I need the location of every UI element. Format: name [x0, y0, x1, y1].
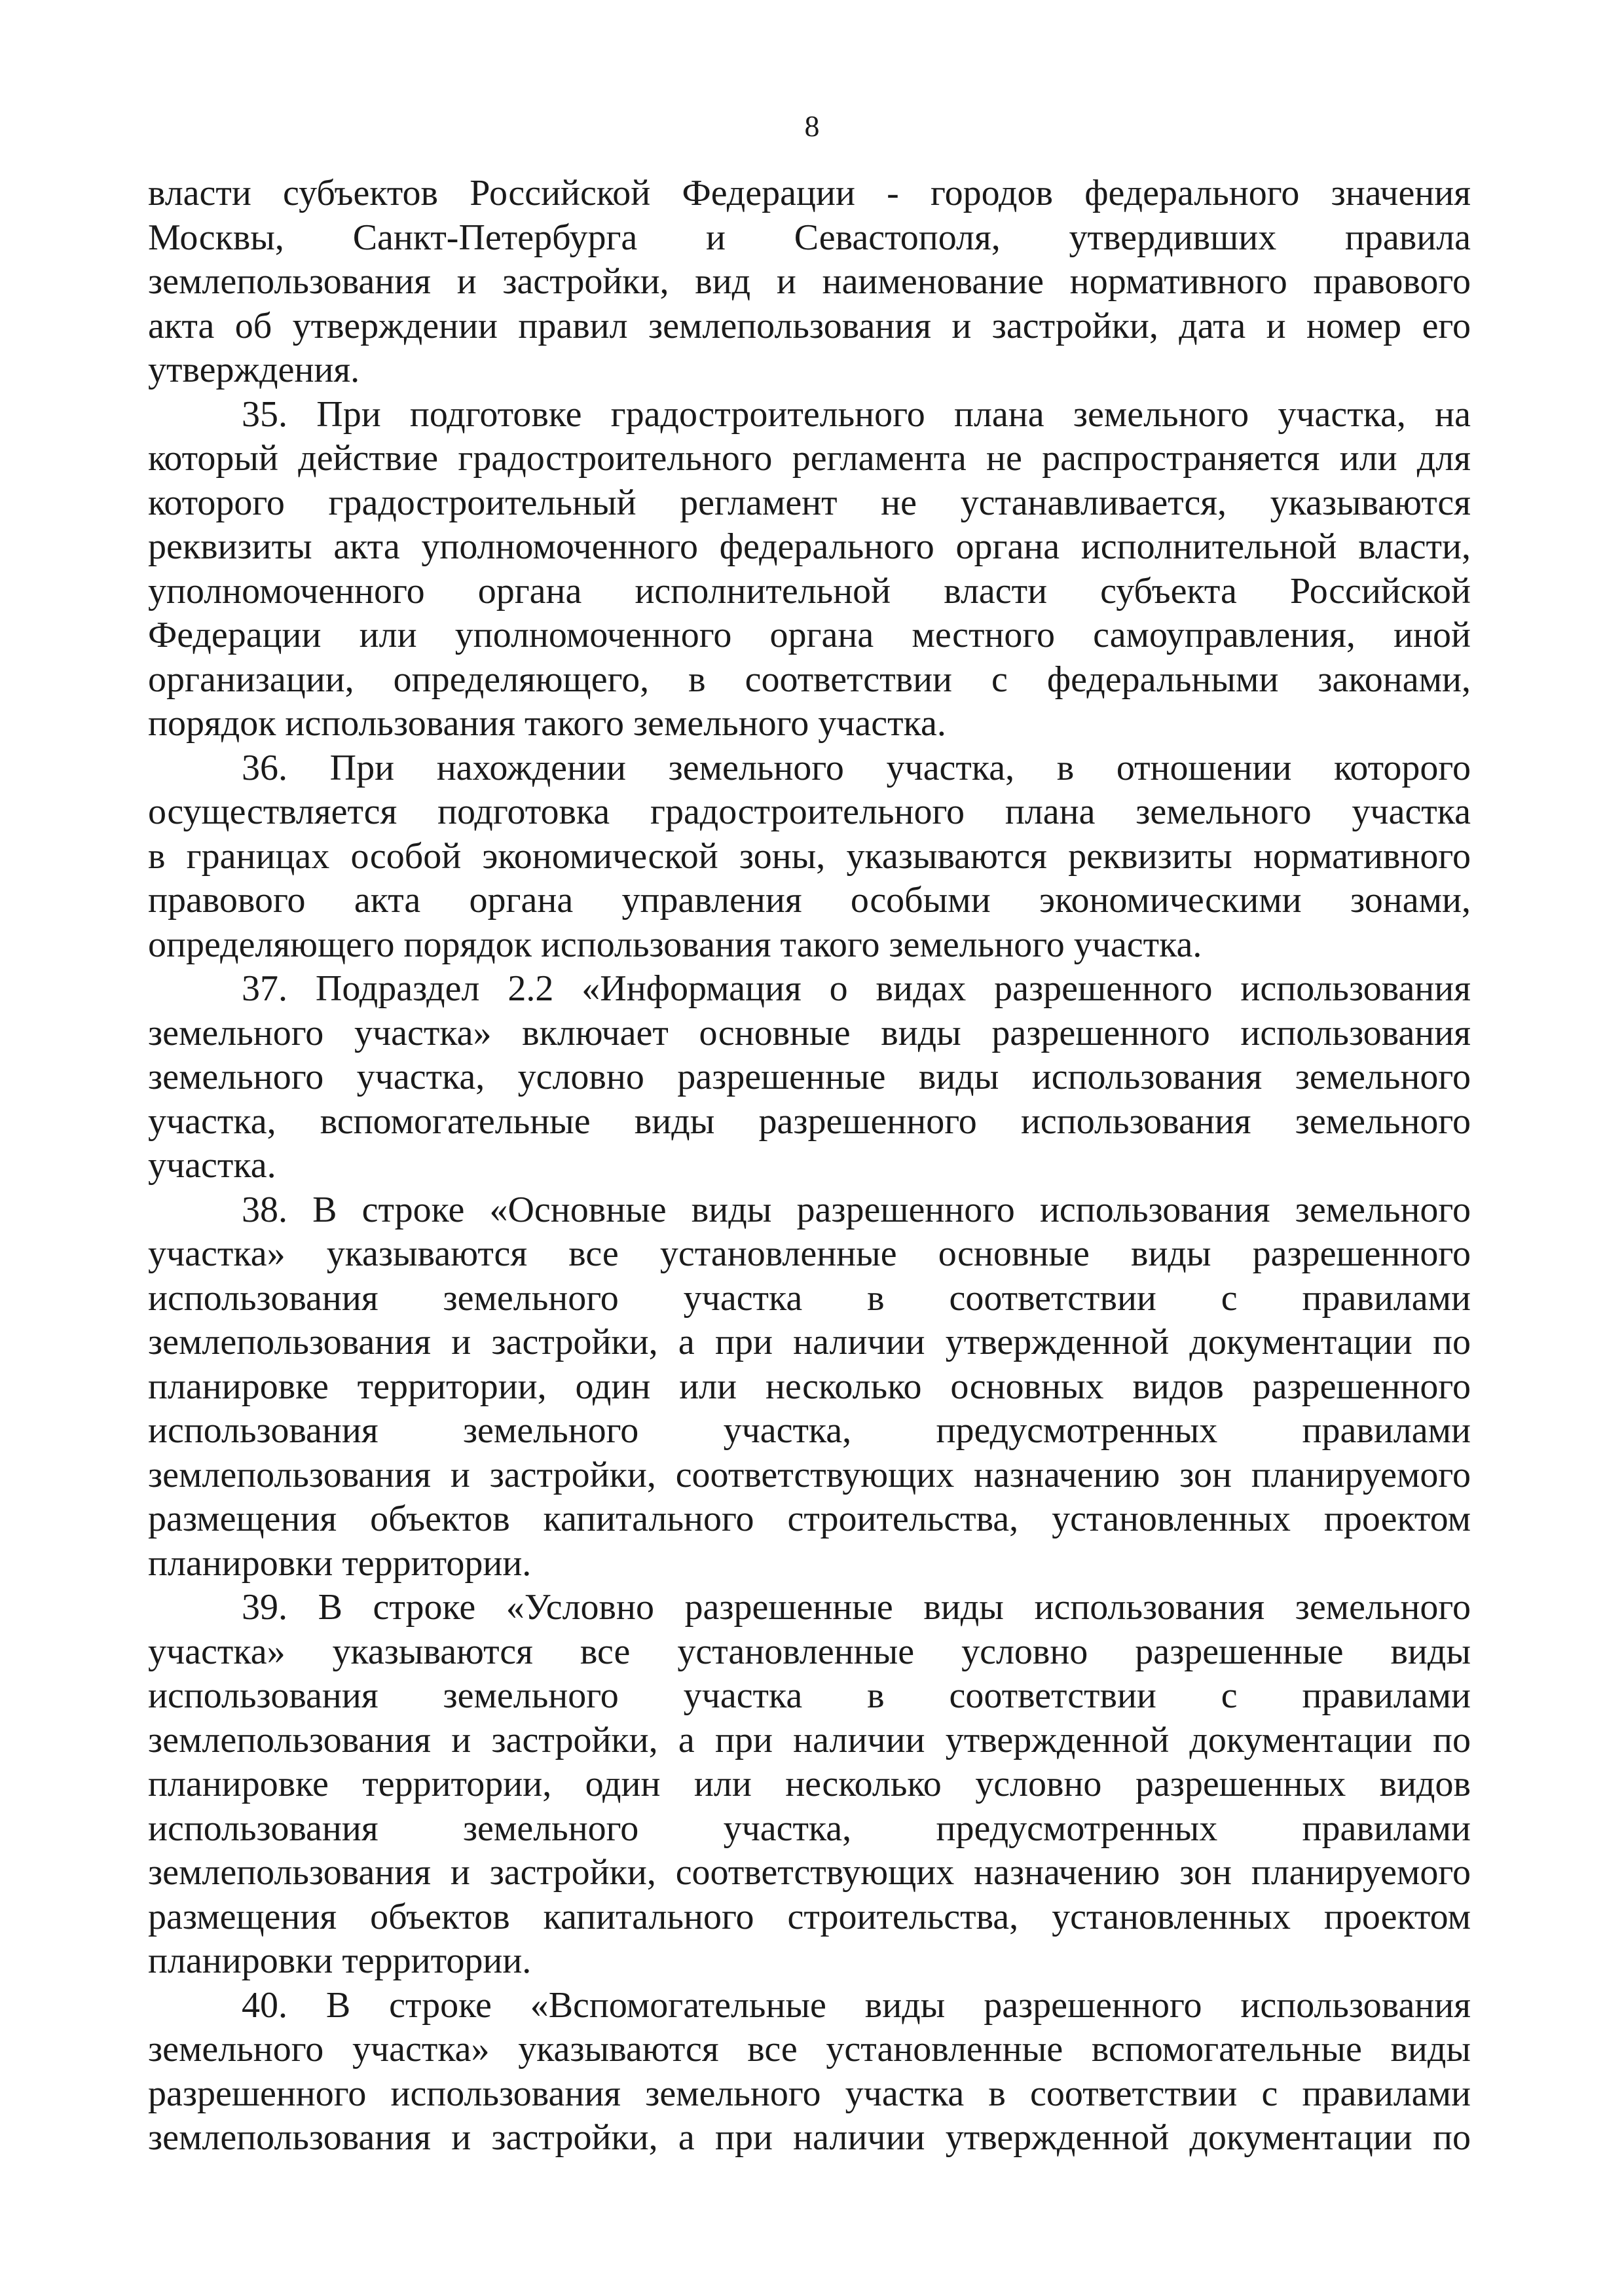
text-line: которого градостроительный регламент не устанавливается, указываются [148, 482, 1471, 523]
text-line: землепользования и застройки, вид и наименование нормативного правового [148, 261, 1471, 302]
paragraph [148, 1188, 1471, 1586]
text-line: планировке территории, один или несколько условно разрешенных видов [148, 1764, 1471, 1804]
paragraph [148, 746, 1471, 968]
text-line: Федерации или уполномоченного органа местного самоуправления, иной [148, 615, 1471, 655]
text-line: разрешенного использования земельного участка в соответствии с правилами [148, 2073, 1471, 2114]
text-line: земельного участка» включает основные виды разрешенного использования [148, 1012, 1471, 1053]
text-line: использования земельного участка, предусмотренных правилами [148, 1808, 1471, 1849]
text-line: 35. При подготовке градостроительного плана земельного участка, на [242, 393, 1471, 435]
text-line: планировки территории. [148, 1542, 532, 1584]
paragraph [148, 967, 1471, 1188]
text-line: 37. Подраздел 2.2 «Информация о видах разрешенного использования [242, 968, 1471, 1009]
text-line: определяющего порядок использования такого земельного участка. [148, 924, 1202, 965]
text-line: 38. В строке «Основные виды разрешенного использования земельного [242, 1189, 1471, 1230]
text-line: уполномоченного органа исполнительной власти субъекта Российской [148, 570, 1471, 611]
text-line: землепользования и застройки, соответствующих назначению зон планируемого [148, 1454, 1471, 1495]
page-number: 8 [804, 109, 820, 143]
text-line: осуществляется подготовка градостроительного плана земельного участка [148, 792, 1471, 832]
text-line: землепользования и застройки, а при наличии утвержденной документации по [148, 1719, 1471, 1760]
text-line: 39. В строке «Условно разрешенные виды использования земельного [242, 1587, 1471, 1628]
text-line: порядок использования такого земельного участка. [148, 703, 946, 744]
text-line: в границах особой экономической зоны, указываются реквизиты нормативного [148, 835, 1471, 877]
text-line: землепользования и застройки, соответствующих назначению зон планируемого [148, 1852, 1471, 1893]
text-line: земельного участка» указываются все установленные вспомогательные виды [148, 2029, 1471, 2069]
text-line: планировке территории, один или несколько основных видов разрешенного [148, 1366, 1471, 1407]
text-line: размещения объектов капитального строительства, установленных проектом [148, 1896, 1471, 1937]
paragraph [148, 393, 1471, 746]
text-line: использования земельного участка, предусмотренных правилами [148, 1410, 1471, 1451]
text-line: размещения объектов капитального строительства, установленных проектом [148, 1499, 1471, 1539]
text-line: участка» указываются все установленные условно разрешенные виды [148, 1631, 1471, 1672]
text-line: реквизиты акта уполномоченного федерального органа исполнительной власти, [148, 526, 1471, 567]
text-line: акта об утверждении правил землепользования и застройки, дата и номер его [148, 305, 1471, 346]
text-line: правового акта органа управления особыми экономическими зонами, [148, 880, 1471, 920]
text-line: утверждения. [148, 350, 360, 390]
paragraph [148, 1984, 1471, 2160]
text-line: земельного участка, условно разрешенные виды использования земельного [148, 1057, 1471, 1097]
text-line: планировки территории. [148, 1941, 532, 1981]
document-body [148, 172, 1471, 2160]
text-line: землепользования и застройки, а при наличии утвержденной документации по [148, 2117, 1471, 2158]
text-line: 36. При нахождении земельного участка, в отношении которого [242, 747, 1471, 788]
text-line: участка, вспомогательные виды разрешенного использования земельного [148, 1101, 1471, 1142]
text-line: землепользования и застройки, а при наличии утвержденной документации по [148, 1322, 1471, 1362]
text-line: который действие градостроительного регламента не распространяется или для [148, 438, 1471, 479]
text-line: использования земельного участка в соответствии с правилами [148, 1277, 1471, 1319]
paragraph [148, 1586, 1471, 1984]
text-line: участка» указываются все установленные основные виды разрешенного [148, 1233, 1471, 1274]
text-line: 40. В строке «Вспомогательные виды разрешенного использования [242, 1984, 1471, 2026]
paragraph [148, 172, 1471, 393]
text-line: организации, определяющего, в соответствии с федеральными законами, [148, 659, 1471, 700]
text-line: Москвы, Санкт-Петербурга и Севастополя, утвердивших правила [148, 217, 1471, 258]
text-line: использования земельного участка в соответствии с правилами [148, 1675, 1471, 1716]
text-line: участка. [148, 1145, 276, 1186]
text-line: власти субъектов Российской Федерации - городов федерального значения [148, 173, 1471, 213]
